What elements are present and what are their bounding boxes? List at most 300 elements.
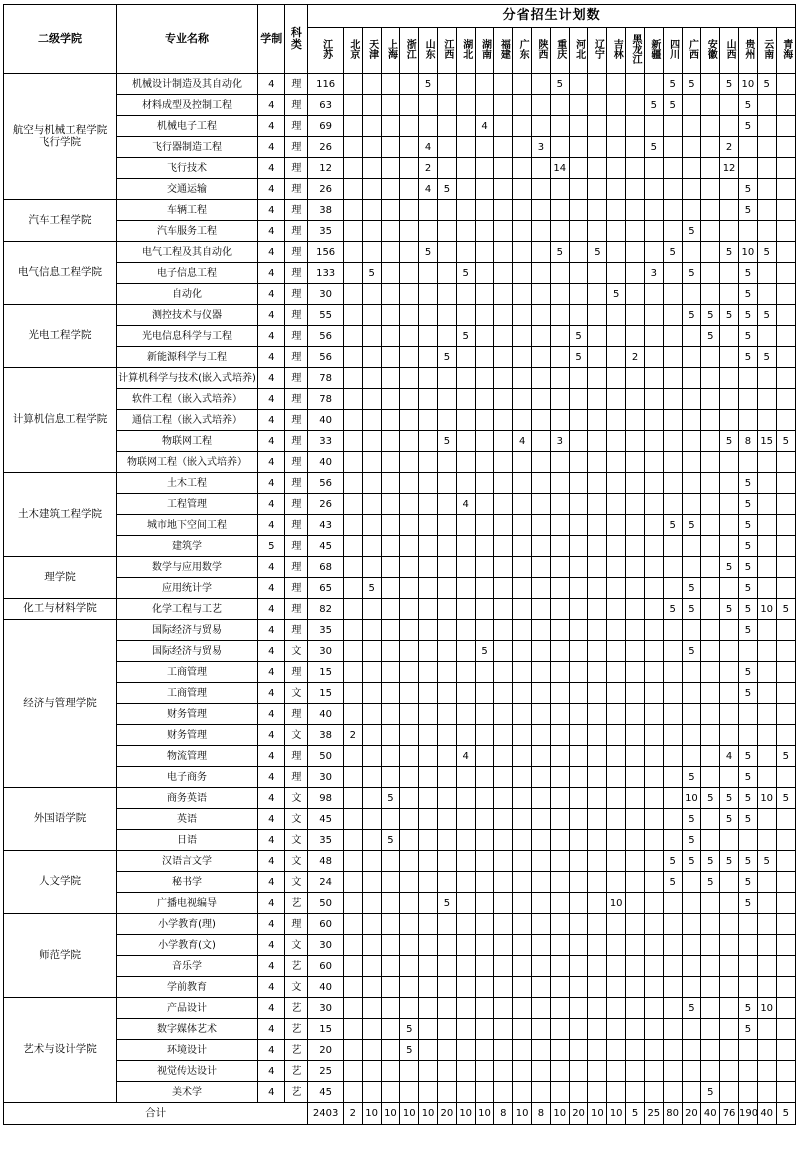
plan-cell-5 <box>419 746 438 767</box>
category-cell: 理 <box>285 305 308 326</box>
plan-cell-1 <box>343 389 362 410</box>
plan-cell-2 <box>362 557 381 578</box>
plan-cell-11 <box>532 389 551 410</box>
plan-cell-14 <box>588 116 607 137</box>
plan-cell-8 <box>475 473 494 494</box>
plan-cell-1 <box>343 242 362 263</box>
plan-cell-7 <box>456 116 475 137</box>
plan-cell-22: 5 <box>738 746 757 767</box>
plan-cell-19 <box>682 473 701 494</box>
plan-cell-10 <box>513 137 532 158</box>
plan-cell-22: 8 <box>738 431 757 452</box>
plan-cell-23: 15 <box>757 431 776 452</box>
plan-cell-9 <box>494 1040 513 1061</box>
plan-cell-6 <box>437 809 456 830</box>
plan-cell-18 <box>663 578 682 599</box>
plan-cell-1 <box>343 641 362 662</box>
plan-cell-16 <box>626 1082 645 1103</box>
plan-cell-5 <box>419 473 438 494</box>
plan-cell-24 <box>776 74 795 95</box>
table-row <box>4 200 796 221</box>
years-cell: 4 <box>258 914 285 935</box>
plan-cell-9 <box>494 662 513 683</box>
plan-cell-6 <box>437 452 456 473</box>
plan-cell-3 <box>381 242 400 263</box>
plan-cell-4 <box>400 641 419 662</box>
plan-cell-20 <box>701 662 720 683</box>
plan-cell-8 <box>475 767 494 788</box>
plan-cell-17 <box>644 914 663 935</box>
category-cell: 文 <box>285 809 308 830</box>
plan-cell-18: 5 <box>663 74 682 95</box>
plan-cell-14 <box>588 620 607 641</box>
plan-cell-11 <box>532 620 551 641</box>
plan-cell-0: 78 <box>308 389 344 410</box>
plan-cell-18 <box>663 263 682 284</box>
plan-cell-12 <box>550 263 569 284</box>
plan-cell-10 <box>513 1082 532 1103</box>
plan-cell-24 <box>776 263 795 284</box>
plan-cell-24 <box>776 515 795 536</box>
plan-cell-10 <box>513 410 532 431</box>
plan-cell-22: 5 <box>738 95 757 116</box>
plan-cell-12 <box>550 1040 569 1061</box>
major-cell: 数学与应用数学 <box>116 557 257 578</box>
plan-cell-3 <box>381 74 400 95</box>
plan-cell-16 <box>626 956 645 977</box>
plan-cell-13 <box>569 851 588 872</box>
years-cell: 4 <box>258 494 285 515</box>
plan-cell-9 <box>494 725 513 746</box>
plan-cell-15 <box>607 767 626 788</box>
plan-cell-6 <box>437 74 456 95</box>
plan-cell-13 <box>569 830 588 851</box>
plan-cell-24 <box>776 1040 795 1061</box>
plan-cell-22: 5 <box>738 536 757 557</box>
plan-cell-18 <box>663 956 682 977</box>
plan-cell-4 <box>400 956 419 977</box>
plan-cell-0: 98 <box>308 788 344 809</box>
plan-cell-21 <box>720 998 739 1019</box>
category-cell: 理 <box>285 662 308 683</box>
plan-cell-8 <box>475 977 494 998</box>
plan-cell-19 <box>682 872 701 893</box>
major-cell: 计算机科学与技术(嵌入式培养) <box>116 368 257 389</box>
plan-cell-10 <box>513 74 532 95</box>
category-cell: 理 <box>285 914 308 935</box>
plan-cell-12 <box>550 683 569 704</box>
plan-cell-7 <box>456 557 475 578</box>
plan-cell-0: 15 <box>308 683 344 704</box>
total-cell-3: 10 <box>381 1103 400 1125</box>
plan-cell-4 <box>400 431 419 452</box>
plan-cell-20 <box>701 704 720 725</box>
plan-cell-11 <box>532 893 551 914</box>
plan-cell-13 <box>569 242 588 263</box>
plan-cell-9 <box>494 809 513 830</box>
plan-cell-13 <box>569 200 588 221</box>
plan-cell-4 <box>400 452 419 473</box>
plan-cell-11 <box>532 956 551 977</box>
plan-cell-23 <box>757 515 776 536</box>
plan-cell-14 <box>588 809 607 830</box>
plan-cell-5: 5 <box>419 242 438 263</box>
plan-cell-0: 48 <box>308 851 344 872</box>
plan-cell-21 <box>720 578 739 599</box>
table-row <box>4 116 796 137</box>
plan-cell-22 <box>738 1061 757 1082</box>
plan-cell-16 <box>626 620 645 641</box>
years-cell: 4 <box>258 893 285 914</box>
major-cell: 财务管理 <box>116 704 257 725</box>
college-cell: 航空与机械工程学院 飞行学院 <box>4 74 117 200</box>
plan-cell-9 <box>494 620 513 641</box>
plan-cell-4 <box>400 935 419 956</box>
plan-cell-7 <box>456 1082 475 1103</box>
plan-cell-6 <box>437 221 456 242</box>
years-cell: 4 <box>258 179 285 200</box>
table-row <box>4 977 796 998</box>
plan-cell-12 <box>550 326 569 347</box>
plan-cell-16 <box>626 494 645 515</box>
plan-cell-23: 5 <box>757 74 776 95</box>
plan-cell-12 <box>550 284 569 305</box>
plan-cell-16 <box>626 221 645 242</box>
table-row <box>4 578 796 599</box>
category-cell: 文 <box>285 830 308 851</box>
major-cell: 飞行器制造工程 <box>116 137 257 158</box>
plan-cell-24 <box>776 452 795 473</box>
plan-cell-10 <box>513 1019 532 1040</box>
plan-cell-2 <box>362 851 381 872</box>
plan-cell-19 <box>682 1061 701 1082</box>
table-row <box>4 74 796 95</box>
plan-cell-8 <box>475 914 494 935</box>
plan-cell-21 <box>720 284 739 305</box>
plan-cell-7 <box>456 620 475 641</box>
category-cell: 艺 <box>285 956 308 977</box>
plan-cell-5 <box>419 368 438 389</box>
plan-cell-4 <box>400 347 419 368</box>
plan-cell-18 <box>663 767 682 788</box>
plan-cell-22 <box>738 368 757 389</box>
plan-cell-15 <box>607 242 626 263</box>
plan-cell-15 <box>607 410 626 431</box>
plan-cell-16 <box>626 137 645 158</box>
plan-cell-18 <box>663 809 682 830</box>
plan-cell-24 <box>776 641 795 662</box>
plan-cell-13 <box>569 263 588 284</box>
plan-cell-0: 50 <box>308 746 344 767</box>
plan-cell-4 <box>400 179 419 200</box>
plan-cell-3 <box>381 1061 400 1082</box>
plan-cell-4 <box>400 221 419 242</box>
plan-cell-22: 5 <box>738 683 757 704</box>
plan-cell-1 <box>343 851 362 872</box>
plan-cell-21 <box>720 1061 739 1082</box>
plan-cell-23 <box>757 1082 776 1103</box>
plan-cell-12 <box>550 935 569 956</box>
header-category: 科 类 <box>285 5 308 74</box>
plan-cell-13 <box>569 746 588 767</box>
plan-cell-2 <box>362 179 381 200</box>
years-cell: 4 <box>258 767 285 788</box>
plan-cell-10 <box>513 95 532 116</box>
plan-cell-6 <box>437 830 456 851</box>
province-header-16: 黑龙江 <box>626 28 645 74</box>
total-cell-2: 10 <box>362 1103 381 1125</box>
plan-cell-19 <box>682 410 701 431</box>
category-cell: 理 <box>285 95 308 116</box>
plan-cell-11 <box>532 263 551 284</box>
plan-cell-9 <box>494 242 513 263</box>
plan-cell-13 <box>569 536 588 557</box>
category-cell: 文 <box>285 683 308 704</box>
plan-cell-8 <box>475 557 494 578</box>
major-cell: 广播电视编导 <box>116 893 257 914</box>
major-cell: 汽车服务工程 <box>116 221 257 242</box>
plan-cell-18: 5 <box>663 515 682 536</box>
category-cell: 理 <box>285 221 308 242</box>
plan-cell-4 <box>400 536 419 557</box>
plan-cell-8 <box>475 704 494 725</box>
plan-cell-17 <box>644 284 663 305</box>
plan-cell-16 <box>626 410 645 431</box>
plan-cell-10 <box>513 977 532 998</box>
plan-cell-23 <box>757 704 776 725</box>
plan-cell-17 <box>644 200 663 221</box>
plan-cell-19: 5 <box>682 599 701 620</box>
plan-cell-20: 5 <box>701 1082 720 1103</box>
plan-cell-3 <box>381 599 400 620</box>
plan-cell-20 <box>701 473 720 494</box>
plan-cell-15 <box>607 347 626 368</box>
plan-cell-15: 10 <box>607 893 626 914</box>
province-header-18: 四川 <box>663 28 682 74</box>
table-footer <box>4 1103 796 1125</box>
plan-cell-20: 5 <box>701 872 720 893</box>
plan-cell-7 <box>456 74 475 95</box>
plan-cell-12 <box>550 410 569 431</box>
plan-cell-9 <box>494 473 513 494</box>
plan-cell-1 <box>343 872 362 893</box>
total-cell-1: 2 <box>343 1103 362 1125</box>
plan-cell-11 <box>532 1040 551 1061</box>
plan-cell-21 <box>720 893 739 914</box>
plan-cell-18 <box>663 452 682 473</box>
plan-cell-9 <box>494 137 513 158</box>
plan-cell-3 <box>381 746 400 767</box>
plan-cell-3 <box>381 116 400 137</box>
major-cell: 车辆工程 <box>116 200 257 221</box>
plan-cell-24 <box>776 494 795 515</box>
plan-cell-10 <box>513 620 532 641</box>
plan-cell-3 <box>381 998 400 1019</box>
plan-cell-23 <box>757 956 776 977</box>
plan-cell-16 <box>626 326 645 347</box>
plan-cell-24 <box>776 368 795 389</box>
plan-cell-18 <box>663 221 682 242</box>
plan-cell-18 <box>663 494 682 515</box>
plan-cell-3 <box>381 473 400 494</box>
table-row <box>4 452 796 473</box>
plan-cell-0: 50 <box>308 893 344 914</box>
plan-cell-10 <box>513 704 532 725</box>
plan-cell-24 <box>776 662 795 683</box>
plan-cell-20 <box>701 74 720 95</box>
plan-cell-0: 30 <box>308 767 344 788</box>
plan-cell-3 <box>381 767 400 788</box>
plan-cell-14 <box>588 494 607 515</box>
plan-cell-6: 5 <box>437 347 456 368</box>
plan-cell-23 <box>757 179 776 200</box>
plan-cell-5 <box>419 431 438 452</box>
plan-cell-22: 5 <box>738 788 757 809</box>
plan-cell-14 <box>588 704 607 725</box>
plan-cell-11 <box>532 95 551 116</box>
plan-cell-18 <box>663 347 682 368</box>
total-cell-0: 2403 <box>308 1103 344 1125</box>
category-cell: 文 <box>285 725 308 746</box>
plan-cell-5 <box>419 515 438 536</box>
province-header-7: 湖北 <box>456 28 475 74</box>
plan-cell-2 <box>362 410 381 431</box>
plan-cell-3: 5 <box>381 788 400 809</box>
plan-cell-5 <box>419 956 438 977</box>
plan-cell-17 <box>644 1040 663 1061</box>
plan-cell-20 <box>701 536 720 557</box>
plan-cell-21: 5 <box>720 851 739 872</box>
plan-cell-1 <box>343 809 362 830</box>
years-cell: 4 <box>258 809 285 830</box>
table-row <box>4 956 796 977</box>
plan-cell-24 <box>776 809 795 830</box>
major-cell: 汉语言文学 <box>116 851 257 872</box>
plan-cell-21 <box>720 179 739 200</box>
plan-cell-5 <box>419 767 438 788</box>
plan-cell-14 <box>588 830 607 851</box>
plan-cell-20 <box>701 557 720 578</box>
plan-cell-15 <box>607 494 626 515</box>
plan-cell-11 <box>532 725 551 746</box>
plan-cell-14 <box>588 851 607 872</box>
plan-cell-6 <box>437 788 456 809</box>
plan-cell-20 <box>701 977 720 998</box>
years-cell: 4 <box>258 872 285 893</box>
table-row <box>4 95 796 116</box>
province-header-15: 吉林 <box>607 28 626 74</box>
plan-cell-17 <box>644 74 663 95</box>
plan-cell-1 <box>343 830 362 851</box>
plan-cell-3 <box>381 305 400 326</box>
plan-cell-24 <box>776 305 795 326</box>
plan-cell-23 <box>757 494 776 515</box>
major-cell: 财务管理 <box>116 725 257 746</box>
years-cell: 4 <box>258 305 285 326</box>
plan-cell-15 <box>607 368 626 389</box>
plan-cell-4 <box>400 767 419 788</box>
plan-cell-19: 5 <box>682 998 701 1019</box>
plan-cell-22: 5 <box>738 851 757 872</box>
plan-cell-11 <box>532 788 551 809</box>
plan-cell-15 <box>607 536 626 557</box>
plan-cell-8 <box>475 956 494 977</box>
table-row <box>4 998 796 1019</box>
plan-cell-4 <box>400 557 419 578</box>
plan-cell-13 <box>569 620 588 641</box>
province-header-17: 新疆 <box>644 28 663 74</box>
plan-cell-21 <box>720 872 739 893</box>
plan-cell-7 <box>456 242 475 263</box>
plan-cell-23 <box>757 977 776 998</box>
plan-cell-3 <box>381 557 400 578</box>
plan-cell-1 <box>343 452 362 473</box>
plan-cell-7 <box>456 1019 475 1040</box>
plan-cell-7 <box>456 998 475 1019</box>
plan-cell-2 <box>362 620 381 641</box>
plan-cell-17 <box>644 368 663 389</box>
plan-cell-1 <box>343 893 362 914</box>
plan-cell-10 <box>513 305 532 326</box>
table-row <box>4 347 796 368</box>
plan-cell-2 <box>362 914 381 935</box>
plan-cell-19 <box>682 935 701 956</box>
table-row <box>4 263 796 284</box>
plan-cell-12 <box>550 200 569 221</box>
major-cell: 工商管理 <box>116 662 257 683</box>
plan-cell-21 <box>720 536 739 557</box>
plan-cell-11: 3 <box>532 137 551 158</box>
table-header <box>4 5 796 74</box>
plan-cell-19 <box>682 536 701 557</box>
plan-cell-8 <box>475 1061 494 1082</box>
plan-cell-14 <box>588 788 607 809</box>
plan-cell-7 <box>456 1040 475 1061</box>
plan-cell-0: 30 <box>308 284 344 305</box>
plan-cell-23 <box>757 137 776 158</box>
plan-cell-12 <box>550 914 569 935</box>
plan-cell-17 <box>644 788 663 809</box>
plan-cell-7 <box>456 515 475 536</box>
plan-cell-6 <box>437 1019 456 1040</box>
plan-cell-7 <box>456 158 475 179</box>
table-row <box>4 683 796 704</box>
category-cell: 理 <box>285 620 308 641</box>
plan-cell-21: 5 <box>720 431 739 452</box>
plan-cell-17 <box>644 578 663 599</box>
plan-cell-14 <box>588 221 607 242</box>
plan-cell-18 <box>663 641 682 662</box>
plan-cell-7: 5 <box>456 326 475 347</box>
plan-cell-2 <box>362 893 381 914</box>
plan-cell-14 <box>588 452 607 473</box>
plan-cell-14 <box>588 158 607 179</box>
plan-cell-20 <box>701 347 720 368</box>
plan-cell-5 <box>419 1061 438 1082</box>
plan-cell-5 <box>419 578 438 599</box>
plan-cell-7 <box>456 431 475 452</box>
plan-cell-0: 24 <box>308 872 344 893</box>
table-row <box>4 515 796 536</box>
category-cell: 理 <box>285 473 308 494</box>
plan-cell-15 <box>607 872 626 893</box>
plan-cell-7 <box>456 368 475 389</box>
plan-cell-24 <box>776 704 795 725</box>
plan-cell-1 <box>343 347 362 368</box>
plan-cell-3 <box>381 1040 400 1061</box>
plan-cell-7 <box>456 914 475 935</box>
header-years: 学制 <box>258 5 285 74</box>
